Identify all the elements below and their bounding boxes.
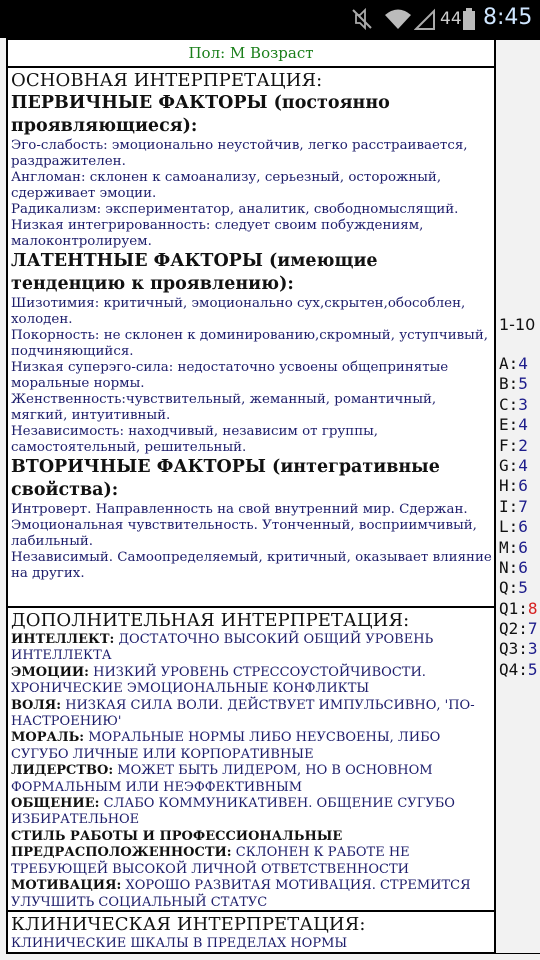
score-value: 3 xyxy=(527,639,538,659)
score-row xyxy=(499,558,538,578)
primary-factor-item: Радикализм: экспериментатор, аналитик, свободномыслящий. xyxy=(11,202,459,217)
score-value: 4 xyxy=(518,354,528,373)
score-factor: Q: xyxy=(499,578,519,598)
extra-item-text: ХОРОШО РАЗВИТАЯ МОТИВАЦИЯ. СТРЕМИТСЯ УЛУЧШИТЬ СОЦИАЛЬНЫЙ СТАТУС xyxy=(11,878,471,910)
secondary-factors-title: ВТОРИЧНЫЕ ФАКТОРЫ (интегративные свойства): xyxy=(11,457,440,500)
score-value: 5 xyxy=(518,578,528,598)
primary-factor-item: Эго-слабость: эмоционально неустойчив, легко расстраивается, раздражителен. xyxy=(11,138,468,169)
score-factor: H: xyxy=(499,476,519,496)
score-value: 7 xyxy=(518,496,528,516)
score-value: 5 xyxy=(518,374,528,394)
latent-factor-item: Женственность:чувствительный, жеманный, романтичный, мягкий, интуитивный. xyxy=(11,392,437,423)
score-factor: F: xyxy=(499,435,519,455)
score-list xyxy=(499,354,538,680)
score-value: 7 xyxy=(527,619,538,639)
score-factor: B: xyxy=(499,374,519,394)
score-factor: Q3: xyxy=(499,639,528,659)
score-value: 8 xyxy=(527,598,538,618)
clinical-interpretation-section xyxy=(8,912,494,952)
extra-item-text: НИЗКИЙ УРОВЕНЬ СТРЕССОУСТОЙЧИВОСТИ. ХРОНИЧЕСКИЕ ЭМОЦИОНАЛЬНЫЕ КОНФЛИКТЫ xyxy=(11,664,426,697)
score-value: 4 xyxy=(518,415,528,435)
score-value: 5 xyxy=(527,659,538,679)
score-row xyxy=(499,395,538,415)
extra-item-text: НИЗКАЯ СИЛА ВОЛИ. ДЕЙСТВУЕТ ИМПУЛЬСИВНО, 'ПО-НАСТРОЕНИЮ' xyxy=(11,697,475,730)
latent-factor-item: Шизотимия: критичный, эмоционально сух,скрытен,обособлен, холоден. xyxy=(11,296,466,327)
basic-interpretation-section xyxy=(8,68,494,608)
secondary-factor-item: Эмоциональная чувствительность. Утонченный, восприимчивый, лабильный. xyxy=(11,518,477,549)
score-range: 1-10 xyxy=(499,315,536,334)
report-view[interactable] xyxy=(0,38,540,960)
signal-icon xyxy=(414,7,436,31)
score-row xyxy=(499,517,538,537)
extra-item-label: ОБЩЕНИЕ: xyxy=(11,796,100,812)
extra-item-label: ЭМОЦИИ: xyxy=(11,664,89,680)
clock: 8:45 xyxy=(483,5,533,30)
primary-factor-item: Низкая интегрированность: следует своим побуждениям, малоконтролируем. xyxy=(11,218,424,249)
score-row xyxy=(499,354,538,374)
score-factor: I: xyxy=(499,496,519,516)
score-row xyxy=(499,578,538,598)
extra-item-label: ЛИДЕРСТВО: xyxy=(11,763,114,779)
score-factor: A: xyxy=(499,354,519,373)
extra-item-text: МОЖЕТ БЫТЬ ЛИДЕРОМ, НО В ОСНОВНОМ ФОРМАЛЬНЫМ ИЛИ НЕЭФФЕКТИВНЫМ xyxy=(11,763,433,795)
latent-factor-item: Покорность: не склонен к доминированию,скромный, уступчивый, подчиняющийся. xyxy=(11,328,488,359)
mute-icon xyxy=(350,7,374,31)
extra-item-label: ИНТЕЛЛЕКТ: xyxy=(11,632,115,647)
score-row xyxy=(499,476,538,496)
extra-interpretation-title: ДОПОЛНИТЕЛЬНАЯ ИНТЕРПРЕТАЦИЯ: xyxy=(11,610,410,631)
score-row xyxy=(499,660,538,680)
extra-item xyxy=(11,763,492,796)
extra-item xyxy=(11,829,492,878)
extra-item xyxy=(11,632,492,665)
extra-item-label: МОТИВАЦИЯ: xyxy=(11,878,122,894)
extra-item-text: МОРАЛЬНЫЕ НОРМЫ ЛИБО НЕУСВОЕНЫ, ЛИБО СУГУБО ЛИЧНЫЕ ИЛИ КОРПОРАТИВНЫЕ xyxy=(11,730,441,762)
score-factor: Q2: xyxy=(499,619,528,639)
score-factor: L: xyxy=(499,517,519,537)
primary-factors-title: ПЕРВИЧНЫЕ ФАКТОРЫ (постоянно проявляющиеся): xyxy=(11,93,390,136)
secondary-factor-item: Интроверт. Направленность на свой внутренний мир. Сдержан. xyxy=(11,502,468,517)
extra-item-label: ВОЛЯ: xyxy=(11,697,62,713)
report-table xyxy=(6,38,496,954)
secondary-factor-item: Независимый. Самоопределяемый, критичный, оказывает влияние на других. xyxy=(11,550,492,581)
score-value: 2 xyxy=(518,435,528,455)
score-value: 4 xyxy=(518,455,528,475)
extra-item-text: ДОСТАТОЧНО ВЫСОКИЙ ОБЩИЙ УРОВЕНЬ ИНТЕЛЛЕКТА xyxy=(11,632,434,664)
score-factor: Q4: xyxy=(499,659,528,679)
score-row xyxy=(499,538,538,558)
status-bar xyxy=(0,0,540,38)
score-value: 6 xyxy=(518,476,528,496)
extra-item xyxy=(11,878,492,911)
score-factor: Q1: xyxy=(499,598,528,618)
score-value: 6 xyxy=(518,537,528,557)
score-factor: N: xyxy=(499,557,519,577)
scores-column xyxy=(496,38,540,954)
score-row xyxy=(499,436,538,456)
score-factor: M: xyxy=(499,537,519,557)
extra-item xyxy=(11,730,492,763)
score-value: 6 xyxy=(518,557,528,577)
score-row xyxy=(499,497,538,517)
score-factor: C: xyxy=(499,394,519,414)
extra-interpretation-section xyxy=(8,608,494,912)
extra-item-text: СЛАБО КОММУНИКАТИВЕН. ОБЩЕНИЕ СУГУБО ИЗБИРАТЕЛЬНОЕ xyxy=(11,796,455,828)
score-row xyxy=(499,599,538,619)
extra-item-label: СТИЛЬ РАБОТЫ И ПРОФЕССИОНАЛЬНЫЕ ПРЕДРАСПОЛОЖЕННОСТИ: xyxy=(11,828,343,861)
score-row xyxy=(499,456,538,476)
basic-interpretation-title: ОСНОВНАЯ ИНТЕРПРЕТАЦИЯ: xyxy=(11,70,323,91)
score-factor: E: xyxy=(499,415,519,435)
report-header xyxy=(8,40,494,68)
battery-level: 44 xyxy=(440,9,462,29)
score-row xyxy=(499,415,538,435)
score-row xyxy=(499,639,538,659)
primary-factor-item: Англоман: склонен к самоанализу, серьезный, осторожный, сдерживает эмоции. xyxy=(11,170,442,201)
header-text: Пол: М Возраст xyxy=(188,44,314,62)
clinical-text: КЛИНИЧЕСКИЕ ШКАЛЫ В ПРЕДЕЛАХ НОРМЫ xyxy=(11,936,348,951)
extra-item xyxy=(11,796,492,829)
latent-factor-item: Низкая суперэго-сила: недостаточно усвоены общепринятые моральные нормы. xyxy=(11,360,449,391)
extra-item xyxy=(11,665,492,698)
latent-factor-item: Независимость: находчивый, независим от группы, самостоятельный, решительный. xyxy=(11,424,379,455)
extra-item-text: СКЛОНЕН К РАБОТЕ НЕ ТРЕБУЮЩЕЙ ВЫСОКОЙ ЛИЧНОЙ ОТВЕТСТВЕННОСТИ xyxy=(11,845,410,877)
wifi-icon xyxy=(384,7,412,31)
battery-icon xyxy=(462,7,476,31)
score-value: 6 xyxy=(518,517,528,537)
score-row xyxy=(499,374,538,394)
score-row xyxy=(499,619,538,639)
latent-factors-title: ЛАТЕНТНЫЕ ФАКТОРЫ (имеющие тенденцию к проявлению): xyxy=(11,251,378,294)
clinical-interpretation-title: КЛИНИЧЕСКАЯ ИНТЕРПРЕТАЦИЯ: xyxy=(11,914,366,935)
extra-item-label: МОРАЛЬ: xyxy=(11,730,85,746)
extra-item xyxy=(11,698,492,731)
score-value: 3 xyxy=(518,394,528,414)
score-factor: G: xyxy=(499,455,519,475)
